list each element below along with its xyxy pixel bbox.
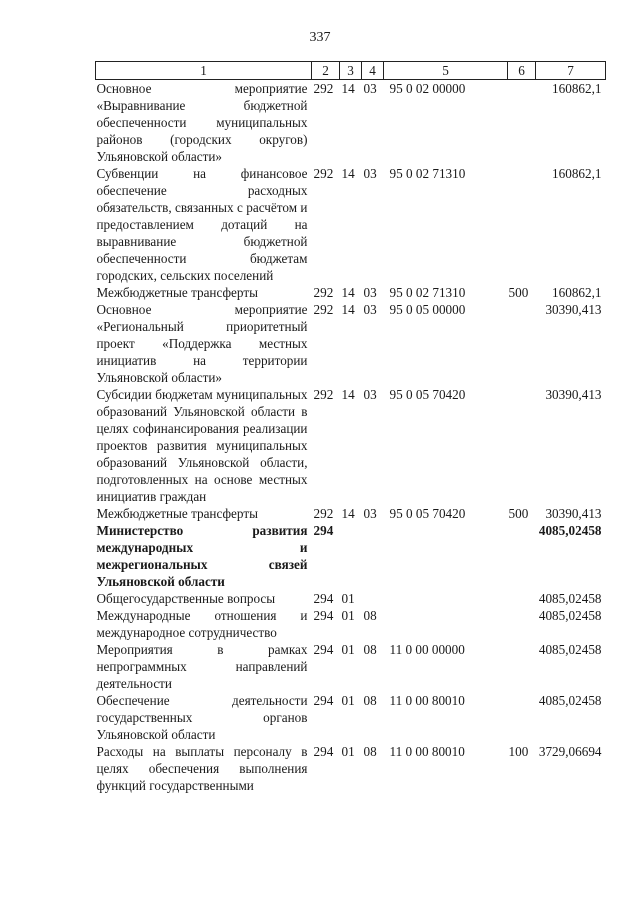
row-name: Межбюджетные трансферты (96, 285, 258, 300)
table-row (96, 641, 606, 692)
row-name: Мероприятия в рамках непрограммных направлений деятельности (96, 642, 308, 691)
row-amount: 30390,413 (545, 387, 602, 402)
row-section-code: 01 (341, 693, 355, 708)
header-col-6: 6 (508, 62, 536, 80)
row-expense-type (508, 522, 536, 590)
table-row (96, 692, 606, 743)
row-amount: 4085,02458 (538, 608, 602, 623)
table-body (96, 80, 606, 795)
row-amount: 3729,06694 (538, 744, 602, 759)
row-subsection-code: 08 (363, 608, 377, 623)
row-section-code: 14 (341, 506, 355, 521)
row-name: Межбюджетные трансферты (96, 506, 258, 521)
row-target-article (384, 590, 508, 607)
row-target-article: 95 0 05 70420 (389, 387, 466, 402)
row-admin-code: 292 (313, 387, 334, 402)
row-admin-code: 294 (313, 608, 334, 623)
table-row (96, 607, 606, 641)
row-amount: 30390,413 (545, 302, 602, 317)
table-row (96, 386, 606, 505)
row-subsection-code: 08 (363, 693, 377, 708)
table-row (96, 284, 606, 301)
row-amount: 4085,02458 (538, 693, 602, 708)
row-subsection-code: 03 (363, 387, 377, 402)
row-amount: 160862,1 (552, 81, 602, 96)
row-subsection-code (362, 522, 384, 590)
row-target-article: 95 0 05 00000 (389, 302, 466, 317)
header-col-4: 4 (362, 62, 384, 80)
row-expense-type (508, 165, 536, 284)
row-expense-type: 500 (508, 506, 529, 521)
row-section-code: 14 (341, 285, 355, 300)
row-expense-type (508, 386, 536, 505)
row-subsection-code: 03 (363, 285, 377, 300)
row-amount: 4085,02458 (538, 642, 602, 657)
row-target-article: 95 0 02 71310 (389, 285, 466, 300)
row-name: Общегосударственные вопросы (96, 591, 276, 606)
row-section-code: 14 (341, 387, 355, 402)
row-name: Субвенции на финансовое обеспечение расходных обязательств, связанных с расчётом и предоставлением дотаций на выравнивание бюджетной обеспеченности бюджетам городских, сельских поселений (96, 166, 308, 283)
row-admin-code: 292 (313, 166, 334, 181)
row-section-code: 01 (341, 591, 355, 606)
page-number: 337 (309, 30, 331, 45)
row-admin-code: 292 (313, 285, 334, 300)
row-name: Основное мероприятие «Региональный приоритетный проект «Поддержка местных инициатив на территории Ульяновской области» (96, 302, 308, 385)
row-subsection-code: 03 (363, 166, 377, 181)
row-section-code: 01 (341, 744, 355, 759)
row-section-code: 14 (341, 302, 355, 317)
row-subsection-code (362, 590, 384, 607)
row-admin-code: 294 (313, 693, 334, 708)
table-row (96, 301, 606, 386)
budget-table (95, 61, 606, 794)
row-name: Расходы на выплаты персоналу в целях обеспечения выполнения функций государственными (96, 744, 308, 793)
row-section-code: 14 (341, 81, 355, 96)
row-subsection-code: 03 (363, 302, 377, 317)
row-subsection-code: 08 (363, 642, 377, 657)
table-row (96, 80, 606, 166)
row-section-code (340, 522, 362, 590)
row-name: Министерство развития международных и межрегиональных связей Ульяновской области (96, 523, 308, 589)
row-expense-type (508, 80, 536, 166)
row-section-code: 01 (341, 642, 355, 657)
row-target-article: 95 0 02 00000 (389, 81, 466, 96)
row-amount: 4085,02458 (538, 591, 602, 606)
row-admin-code: 292 (313, 506, 334, 521)
row-expense-type: 100 (508, 744, 529, 759)
table-row (96, 522, 606, 590)
row-admin-code: 292 (313, 302, 334, 317)
row-subsection-code: 03 (363, 506, 377, 521)
table-row (96, 165, 606, 284)
header-col-2: 2 (312, 62, 340, 80)
row-name: Обеспечение деятельности государственных органов Ульяновской области (96, 693, 308, 742)
row-amount: 160862,1 (552, 166, 602, 181)
row-amount: 30390,413 (545, 506, 602, 521)
row-admin-code: 294 (313, 642, 334, 657)
row-target-article: 11 0 00 80010 (389, 744, 465, 759)
row-admin-code: 294 (313, 523, 334, 538)
row-amount: 160862,1 (552, 285, 602, 300)
table-row (96, 505, 606, 522)
row-admin-code: 292 (313, 81, 334, 96)
row-expense-type (508, 692, 536, 743)
header-col-3: 3 (340, 62, 362, 80)
row-admin-code: 294 (313, 591, 334, 606)
row-name: Основное мероприятие «Выравнивание бюджетной обеспеченности муниципальных районов (городских округов) Ульяновской области» (96, 81, 308, 164)
header-col-5: 5 (384, 62, 508, 80)
row-amount: 4085,02458 (538, 523, 602, 538)
row-name: Международные отношения и международное сотрудничество (96, 608, 308, 640)
row-target-article: 11 0 00 80010 (389, 693, 465, 708)
row-target-article (384, 607, 508, 641)
row-section-code: 14 (341, 166, 355, 181)
row-target-article: 95 0 02 71310 (389, 166, 466, 181)
row-subsection-code: 08 (363, 744, 377, 759)
row-expense-type (508, 301, 536, 386)
row-admin-code: 294 (313, 744, 334, 759)
row-name: Субсидии бюджетам муниципальных образований Ульяновской области в целях софинансирования реализации проектов развития муниципальных образований Ульяновской области, подготовленных на основе местных инициатив граждан (96, 387, 308, 504)
row-expense-type (508, 641, 536, 692)
row-expense-type (508, 590, 536, 607)
table-header-row (96, 62, 606, 80)
row-target-article: 11 0 00 00000 (389, 642, 465, 657)
row-target-article: 95 0 05 70420 (389, 506, 466, 521)
table-row (96, 743, 606, 794)
row-target-article (384, 522, 508, 590)
table-row (96, 590, 606, 607)
row-subsection-code: 03 (363, 81, 377, 96)
header-col-1: 1 (96, 62, 312, 80)
row-section-code: 01 (341, 608, 355, 623)
row-expense-type: 500 (508, 285, 529, 300)
row-expense-type (508, 607, 536, 641)
header-col-7: 7 (536, 62, 606, 80)
